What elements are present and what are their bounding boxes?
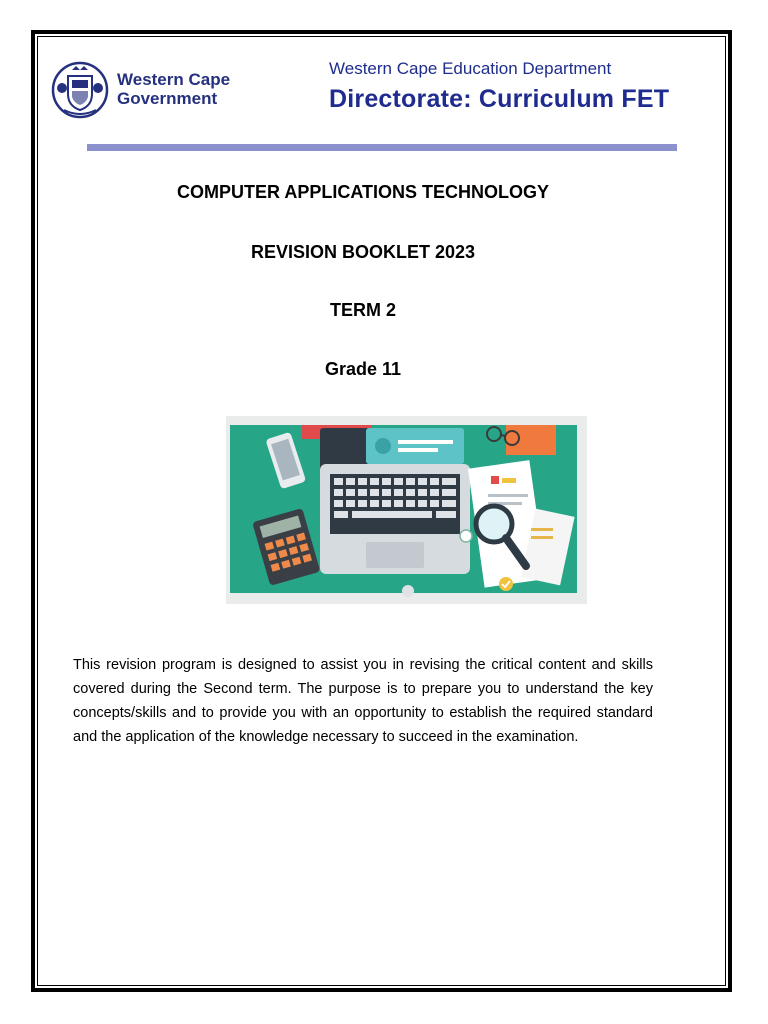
- subject-title: COMPUTER APPLICATIONS TECHNOLOGY: [176, 182, 549, 202]
- laptop-illustration: [226, 416, 587, 604]
- term-title: TERM 2: [329, 300, 396, 320]
- logo-wordmark: [117, 70, 230, 108]
- laptop-icon: [320, 464, 470, 574]
- intro-paragraph: This revision program is designed to assist you in revising the critical content and skills covered during the Second term. The purpose is to prepare you to understand the key concepts/skills and to provide you with an opportunity to establish the required standard and the application of the knowledge necessary to succeed in the examination.: [73, 657, 653, 745]
- grade-title: Grade 11: [324, 359, 402, 379]
- chat-bubble-icon: [366, 428, 464, 464]
- western-cape-logo: [50, 60, 260, 120]
- coat-of-arms-icon: [50, 60, 112, 120]
- header-rule: [87, 144, 677, 151]
- department-name: Western Cape Education Department: [329, 59, 612, 78]
- booklet-title: REVISION BOOKLET 2023: [250, 242, 476, 262]
- logo-line-2: Government: [117, 89, 218, 108]
- directorate-name: Directorate: Curriculum FET: [329, 85, 670, 113]
- department-header: [329, 58, 669, 114]
- logo-line-1: Western Cape: [117, 70, 231, 89]
